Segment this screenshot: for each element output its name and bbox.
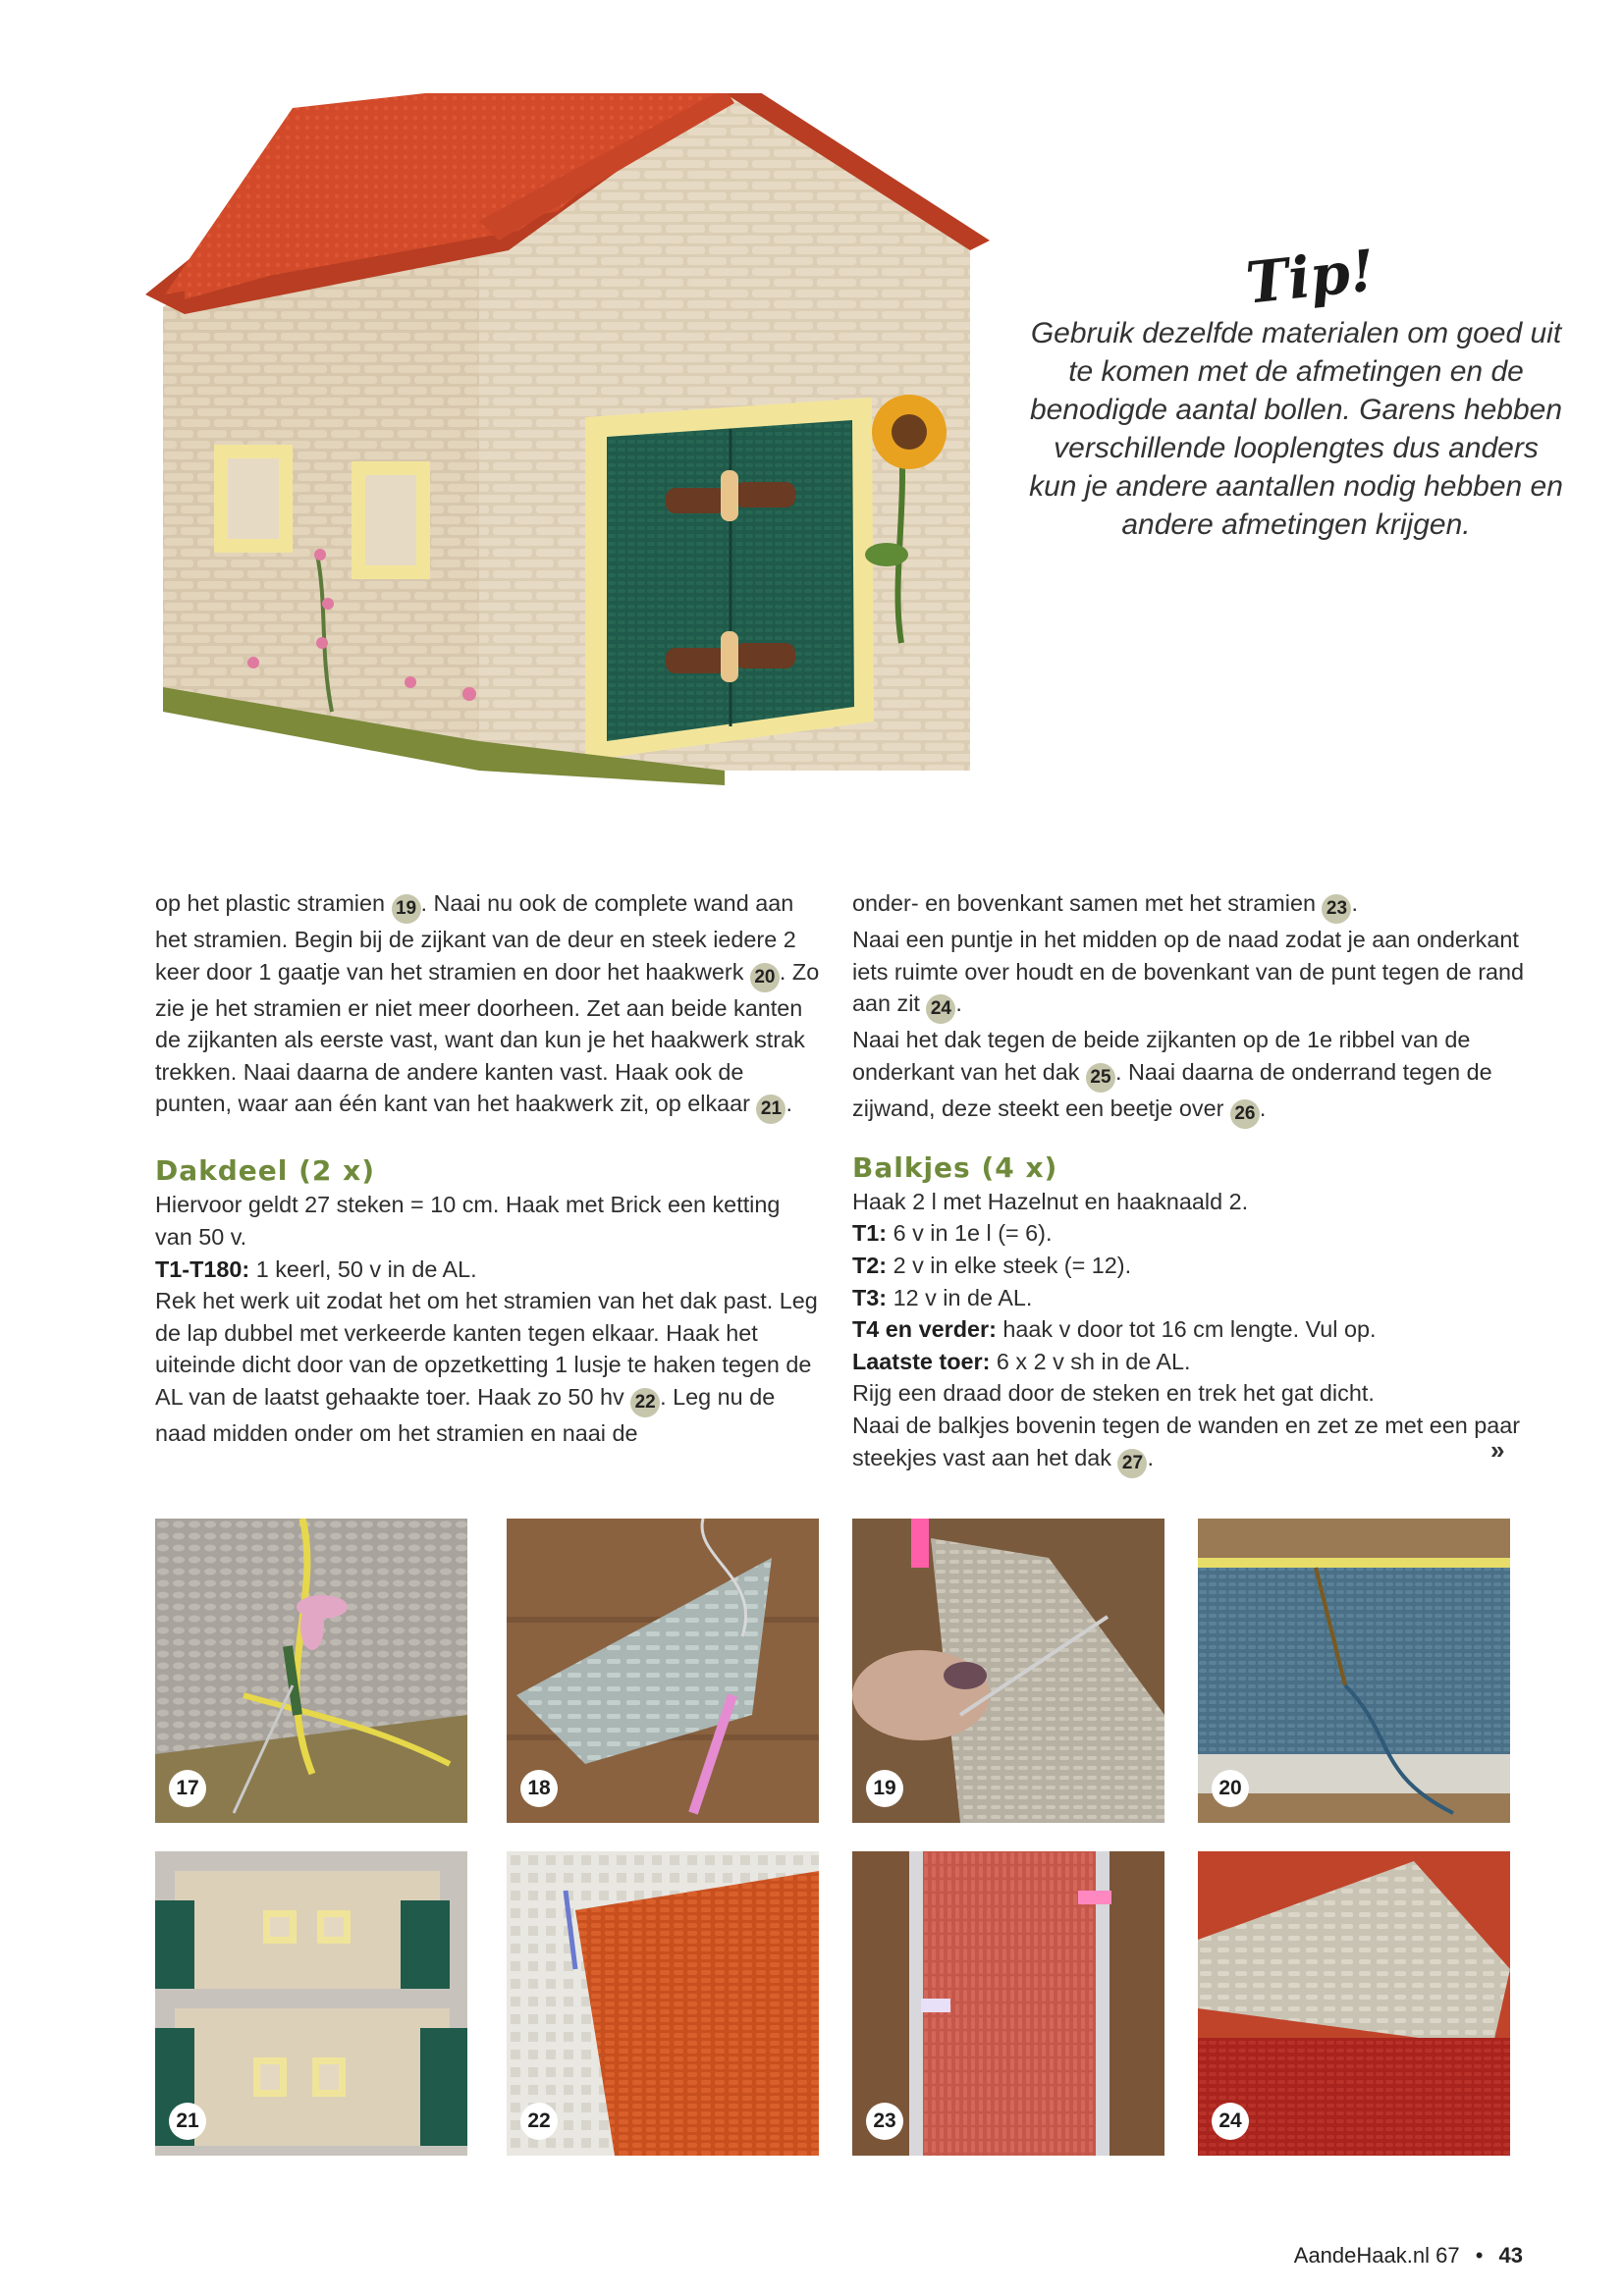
- section-heading-dakdeel: Dakdeel (2 x): [155, 1154, 376, 1188]
- paragraph: Rijg een draad door de steken en trek het gat dicht.: [852, 1380, 1375, 1407]
- magazine-name: AandeHaak.nl 67: [1293, 2243, 1460, 2268]
- paragraph: Haak 2 l met Hazelnut en haaknaald 2.: [852, 1188, 1249, 1214]
- step-badge: 25: [1086, 1063, 1115, 1093]
- step-number: 23: [866, 2103, 903, 2140]
- instruction-row: T3: 12 v in de AL.: [852, 1284, 1033, 1310]
- step-photo-19: [852, 1519, 1164, 1823]
- step-badge: 26: [1230, 1099, 1260, 1129]
- step-number: 20: [1212, 1770, 1249, 1807]
- step-number: 17: [169, 1770, 206, 1807]
- step-badge: 21: [756, 1095, 785, 1124]
- paragraph: Naai de balkjes bovenin tegen de wanden en zet ze met een paar steekjes vast aan het dak 27 .: [852, 1410, 1530, 1478]
- paragraph: Naai het dak tegen de beide zijkanten op de 1e ribbel van de onderkant van het dak 25 . Naai daarna de onderrand tegen de zijwand, deze steekt een beetje over 26 .: [852, 1024, 1530, 1129]
- step-badge: 19: [392, 894, 421, 924]
- step-number: 21: [169, 2103, 206, 2140]
- step-photo-20: [1198, 1519, 1510, 1823]
- right-column: [852, 887, 1530, 1478]
- step-number: 22: [520, 2103, 558, 2140]
- step-photo-23: [852, 1851, 1164, 2156]
- paragraph: op het plastic stramien 19 . Naai nu ook de complete wand aan het stramien. Begin bij de zijkant van de deur en steek iedere 2 keer door 1 gaatje van het stramien en door het haakwerk 20 . Zo zie je het stramien er niet meer doorheen. Zet aan beide kanten de zijkanten als eerste vast, want dan kun je het haakwerk strak trekken. Naai daarna de andere kanten vast. Haak ook de punten, waar aan één kant van het haakwerk zit, op elkaar 21 .: [155, 887, 823, 1124]
- instruction-row: T4 en verder: haak v door tot 16 cm lengte. Vul op.: [852, 1316, 1377, 1343]
- instruction-row: T1-T180: 1 keerl, 50 v in de AL.: [155, 1255, 477, 1282]
- section-heading-balkjes: Balkjes (4 x): [852, 1150, 1058, 1184]
- paragraph: Rek het werk uit zodat het om het stramien van het dak past. Leg de lap dubbel met verkeerde kanten tegen elkaar. Haak het uiteinde dicht door van de opzetketting 1 lusje te haken tegen de AL van de laatst gehaakte toer. Haak zo 50 hv 22 . Leg nu de naad midden onder om het stramien en naai de: [155, 1288, 818, 1446]
- paragraph: onder- en bovenkant samen met het stramien 23 .: [852, 887, 1530, 924]
- step-photo-17: [155, 1519, 467, 1823]
- step-number: 24: [1212, 2103, 1249, 2140]
- step-photo-24: [1198, 1851, 1510, 2156]
- step-photo-22: [507, 1851, 819, 2156]
- continue-arrow: »: [1490, 1435, 1505, 1465]
- step-badge: 22: [630, 1388, 660, 1417]
- house-photo: [145, 93, 990, 820]
- paragraph: Naai een puntje in het midden op de naad zodat je aan onderkant iets ruimte over houdt en de bovenkant van de punt tegen de rand aan zit 24 .: [852, 924, 1530, 1024]
- step-number: 18: [520, 1770, 558, 1807]
- step-photo-18: [507, 1519, 819, 1823]
- page-number: 43: [1498, 2243, 1523, 2268]
- instruction-row: T1: 6 v in 1e l (= 6).: [852, 1220, 1053, 1247]
- step-badge: 27: [1117, 1449, 1147, 1478]
- left-column: [155, 887, 823, 1450]
- tip-box: [1026, 237, 1566, 544]
- tip-text: Gebruik dezelfde materialen om goed uit te komen met de afmetingen en de benodigde aantal bollen. Garens hebben verschillende looplengtes dus anders kun je andere aantallen nodig hebben en andere afmetingen krijgen.: [1029, 317, 1563, 541]
- step-badge: 20: [750, 963, 780, 992]
- instruction-row: T2: 2 v in elke steek (= 12).: [852, 1252, 1132, 1278]
- instruction-row: Laatste toer: 6 x 2 v sh in de AL.: [852, 1348, 1191, 1374]
- page-footer: [1294, 2243, 1523, 2269]
- step-badge: 23: [1322, 894, 1351, 924]
- step-photo-21: [155, 1851, 467, 2156]
- paragraph: Hiervoor geldt 27 steken = 10 cm. Haak met Brick een ketting van 50 v.: [155, 1192, 781, 1250]
- footer-separator: •: [1475, 2243, 1484, 2268]
- tip-title: Tip!: [1243, 237, 1379, 317]
- step-number: 19: [866, 1770, 903, 1807]
- step-badge: 24: [926, 994, 955, 1024]
